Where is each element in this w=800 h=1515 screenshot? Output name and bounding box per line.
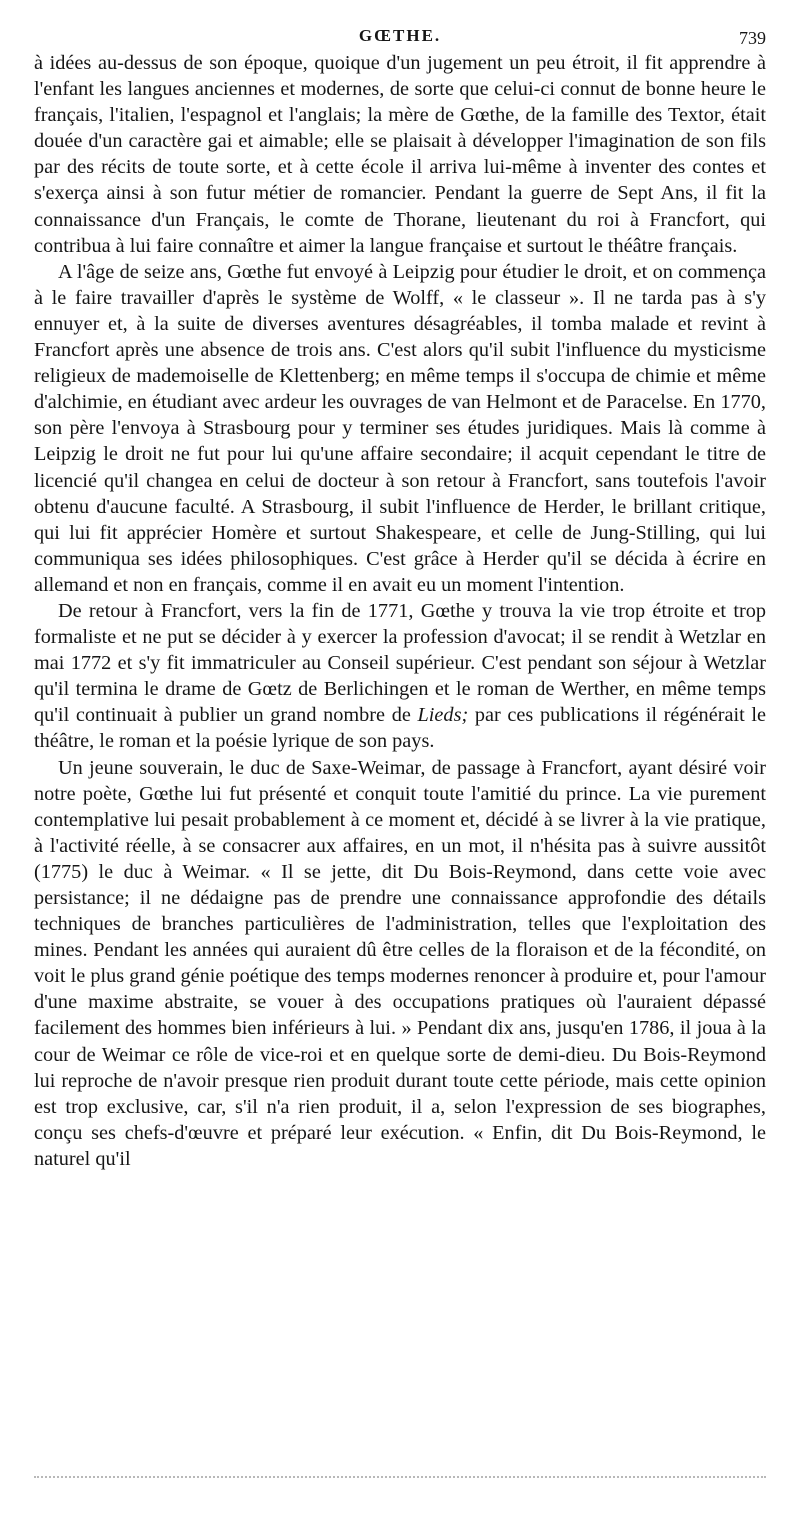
- body-text: [34, 50, 766, 1172]
- italic-term: Lieds;: [417, 704, 469, 727]
- paragraph-3: [34, 598, 766, 755]
- bottom-bleed-rule: [34, 1476, 766, 1478]
- page-number: 739: [739, 28, 766, 48]
- paragraph-4: Un jeune souverain, le duc de Saxe-Weimar, de passage à Francfort, ayant désiré voir notre poète, Gœthe lui fut présenté et conquit toute l'amitié du prince. La vie purement contemplative lui pesait probablement à ce moment et, décidé à se livrer à la vie pratique, à l'activité réelle, à se consacrer aux affaires, en un mot, il n'hésita pas à suivre aussitôt (1775) le duc à Weimar. « Il se jette, dit Du Bois-Reymond, dans cette voie avec persistance; il ne dédaigne pas de prendre une connaissance approfondie des détails techniques de branches particulières de l'administration, telles que l'exploitation des mines. Pendant les années qui auraient dû être celles de la floraison et de la fécondité, on voit le plus grand génie poétique des temps modernes renoncer à produire et, pour l'amour d'une maxime abstraite, se vouer à des occupations pratiques où l'auraient dépassé facilement des hommes bien inférieurs à lui. » Pendant dix ans, jusqu'en 1786, il joua à la cour de Weimar ce rôle de vice-roi et en quelque sorte de demi-dieu. Du Bois-Reymond lui reproche de n'avoir presque rien produit durant toute cette période, mais cette opinion est trop exclusive, car, s'il n'a rien produit, il a, selon l'expression de ses biographes, conçu ses chefs-d'œuvre et préparé leur exécution. « Enfin, dit Du Bois-Reymond, le naturel qu'il: [34, 756, 766, 1170]
- running-head: [34, 22, 766, 50]
- book-page: [34, 22, 766, 1172]
- paragraph-1: à idées au-dessus de son époque, quoique d'un jugement un peu étroit, il fit apprendre à l'enfant les langues anciennes et modernes, de sorte que celui-ci connut de bonne heure le français, l'italien, l'espagnol et l'anglais; la mère de Gœthe, de la famille des Textor, était douée d'un caractère gai et aimable; elle se plaisait à développer l'imagination de son fils par des récits de toute sorte, et à cette école il arriva lui-même à inventer des contes et s'exerça ainsi à son futur métier de romancier. Pendant la guerre de Sept Ans, il fit la connaissance d'un Français, le comte de Thorane, lieutenant du roi à Francfort, qui contribua à lui faire connaître et aimer la langue française et surtout le théâtre français.: [34, 52, 766, 257]
- paragraph-3-text: De retour à Francfort, vers la fin de 1771, Gœthe y trouva la vie trop étroite et trop formaliste et ne put se décider à y exercer la profession d'avocat; il se rendit à Wetzlar en mai 1772 et s'y fit immatriculer au Conseil supérieur. C'est pendant son séjour à Wetzlar qu'il termina le drame de Gœtz de Berlichingen et le roman de Werther, en même temps qu'il continuait à publier un grand nombre de: [34, 599, 766, 727]
- running-title: GŒTHE.: [358, 26, 442, 45]
- paragraph-2: A l'âge de seize ans, Gœthe fut envoyé à Leipzig pour étudier le droit, et on commença à le faire travailler d'après le système de Wolff, « le classeur ». Il ne tarda pas à s'y ennuyer et, à la suite de diverses aventures désagréables, il tomba malade et revint à Francfort après une absence de trois ans. C'est alors qu'il subit l'influence du mysticisme religieux de mademoiselle de Klettenberg; en même temps il s'occupa de chimie et même d'alchimie, en étudiant avec ardeur les ouvrages de van Helmont et de Paracelse. En 1770, son père l'envoya à Strasbourg pour y terminer ses études juridiques. Mais là comme à Leipzig le droit ne fut pour lui qu'une affaire secondaire; il acquit cependant le titre de licencié qu'il changea en celui de docteur à son retour à Francfort, sans toutefois l'avoir obtenu d'aucune faculté. A Strasbourg, il subit l'influence de Herder, le brillant critique, qui lui fit apprécier Homère et surtout Shakespeare, et celle de Jung-Stilling, qui lui communiqua ses idées philosophiques. C'est grâce à Herder qu'il se décida à écrire en allemand et non en français, comme il en avait eu un moment l'intention.: [34, 260, 766, 596]
- paragraph-3-tail: par ces publications il régénérait le théâtre, le roman et la poésie lyrique de son pays.: [34, 704, 767, 753]
